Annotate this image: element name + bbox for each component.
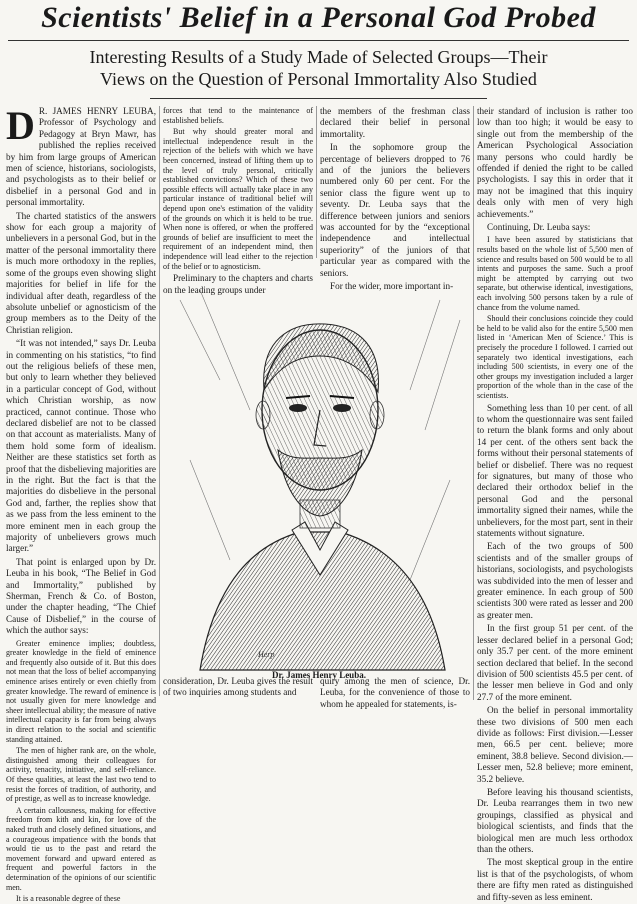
paragraph: Preliminary to the chapters and charts on the leading groups under [163,273,313,295]
paragraph: “It was not intended,” says Dr. Leuba in commenting on his statistics, “to find out the religious beliefs of these men, but only to learn whether they believed in a particular concept of God, without which Christian worship, as now practiced, cannot continue. Those who declared disbelief are not to be classed on that account as materialists. Many of them hold some form of idealism. Neither are these statistics set forth as proof that the disbelieving majorities are in the right. But the fact is that the majorities do disbelieve in the personal God and, farther, the replies show that as we pass from the less eminent to the more eminent men in each group the majority of unbelievers grows much larger.” [6,338,156,554]
paragraph: The charted statistics of the answers show for each group a majority of unbelievers in a personal God, but in the matter of the personal immortality there is much more orthodoxy in the replies, some of the groups even showing slight majorities for belief in life for the individual after death, regardless of the absolute unbelief or agnosticism of the group members as to the Deity of the Christian religion. [6,210,156,335]
paragraph: their standard of inclusion is rather too low than too high; it would be easy to single out from the membership of the American Psychological Association many persons who could hardly be offended if denied the right to be called psychologists. I say this in order that it may not be imagined that this inquiry deals only with men of very high achievements.” [477,106,633,219]
paragraph: In the sophomore group the percentage of believers dropped to 76 and of the juniors the believers numbered only 60 per cent. For the senior class the figure went up to seventy. Dr. Leuba says that the difference between juniors and seniors was accounted for by the “exceptional independence and intellectual superiority” of the juniors of that particular year as compared with the seniors. [320,142,470,278]
column-divider [316,106,317,258]
artist-signature: Herp [258,650,275,659]
beard [278,450,362,516]
quoted-excerpt: A certain callousness, making for effective freedom from kith and kin, for love of the naked truth and closely defined situations, and a courageous impatience with the bonds that would tie us to the past and retard the movement forward and upward entered as frequent and powerful factors in the determination of the opinions of our scientific men. [6,805,156,892]
deck-line-1: Interesting Results of a Study Made of Selected Groups—Their [89,47,548,67]
quoted-excerpt: Greater eminence implies; doubtless, greater knowledge in the field of eminence and frequently also outside of it. But this does not mean that the loss of belief accompanying eminence arises entirely or even chiefly from greater knowledge. The reward of eminence is not usually given for mere knowledge and sheer intellectual ability; the measure of native intellectual capacity is far from being always in direct relation to the social and scientific standing attained. [6,638,156,744]
deck-rule [150,98,487,99]
paragraph: the members of the freshman class declared their belief in personal immortality. [320,106,470,139]
deck-line-2: Views on the Question of Personal Immortality Also Studied [100,69,537,89]
headline: Scientists' Belief in a Personal God Probed [41,1,596,34]
quoted-excerpt: But why should greater moral and intellectual independence result in the rejection of the beliefs with which we have been concerned, instead of lifting them up to the level of truly personal, critically established convictions? Which of these two possible effects will actually take place in any particular instance of traditional belief will depend upon one's estimation of the validity of the grounds on which it is held to be true. When none is offered, or when the proffered grounds of belief are insufficient to meet the requirement of an independent mind, then independence will lead either to the rejection of the belief or to agnosticism. [163,127,313,271]
article-column-2 [163,106,313,295]
article-column-3 [320,106,470,292]
paragraph: Something less than 10 per cent. of all to whom the questionnaire was sent failed to return the blank forms and only about 14 per cent. of the others sent back the forms without their personal statements of belief or disbelief. There was no request for signatures, but many of those who declared their orthodox belief in the personal God and the personal immortality signed their names, while the unbelievers, for the most part, sent in their statements without signature. [477,402,633,539]
lead-paragraph [6,103,156,209]
quoted-excerpt: The men of higher rank are, on the whole, distinguished among their colleagues for activity, tenacity, initiative, and self-reliance. Of these qualities, at least the last two tend to resist the forces of tradition, of authority, and of prestige, as well as to increase knowledge. [6,746,156,804]
paragraph: quiry among the men of science, Dr. Leuba, for the convenience of those to whom he appealed for statements, is- [320,676,470,709]
drop-cap: D [6,103,35,148]
paragraph: On the belief in personal immortality these two divisions of 500 men each divide as follows: First division.—Lesser men, 66.5 per cent. believe; more eminent, 38.8 believe. Second division.—Lesser men, 52.8 believe; more eminent, 35.2 believe. [477,705,633,784]
headline-rule [8,40,629,41]
article-column-1 [6,103,156,904]
deck [40,46,597,90]
portrait-sketch [160,260,478,670]
paragraph: The most skeptical group in the entire list is that of the psychologists, of whom there are fifty men rated as distinguished and fifty-seven as less eminent. [477,857,633,902]
paragraph: Before leaving his thousand scientists, Dr. Leuba rearranges them in two new groupings, classified as physical and biological scientists, and finds that the biological men are much less orthodox than the others. [477,786,633,854]
paragraph: consideration, Dr. Leuba gives the result of two inquiries among students and [163,676,313,698]
quoted-excerpt: forces that tend to the maintenance of established beliefs. [163,106,313,125]
paragraph: Continuing, Dr. Leuba says: [487,222,591,233]
quoted-excerpt: I have been assured by statisticians that results based on the whole list of 5,500 men of science and results based on 500 would be to all intents and purposes the same. Such a proof might be attempted by carrying out two separate, but otherwise identical, investigations, each involving 500 persons taken by a rule of chance from the volume named. [477,235,633,312]
lead-text: R. JAMES HENRY LEUBA, Professor of Psychology and Pedagogy at Bryn Mawr, has published the replies received by him from large groups of American men of science, historians, sociologists, and psychologists as to their belief or disbelief in a personal God and in personal immortality. [6,106,156,208]
quoted-excerpt: Should their conclusions coincide they could be held to be valid also for the entire 5,500 men listed in ‘American Men of Science.’ This is precisely the procedure I followed. I carried out separately two identical investigations, each including 500 scientists, in every one of the other groups my investigation included a larger proportion of the whole than in the case of the scientists. [477,314,633,400]
paragraph: Each of the two groups of 500 scientists and of the smaller groups of historians, sociologists, and psychologists was subdivided into the men of lesser and greater eminence. In each group of 500 scientists 300 were rated as lesser and 200 as greater men. [477,541,633,620]
paragraph: That point is enlarged upon by Dr. Leuba in his book, “The Belief in God and Immortality,” published by Sherman, French & Co. of Boston, under the chapter heading, “The Chief Cause of Disbelief,” in the course of which the author says: [6,556,156,636]
portrait-caption: Dr. James Henry Leuba. [272,670,366,680]
article-column-4 [477,106,633,902]
paragraph: In the first group 51 per cent. of the lesser declared belief in a personal God; only 35.7 per cent. of the more eminent section declared that belief. In the second division of 500 scientists 45.5 per cent. of the lesser men believe in God and only 27.7 of the more eminent. [477,623,633,702]
portrait-illustration [160,260,478,670]
paragraph: For the wider, more important in- [330,281,454,292]
quoted-excerpt: It is a reasonable degree of these [16,894,121,904]
